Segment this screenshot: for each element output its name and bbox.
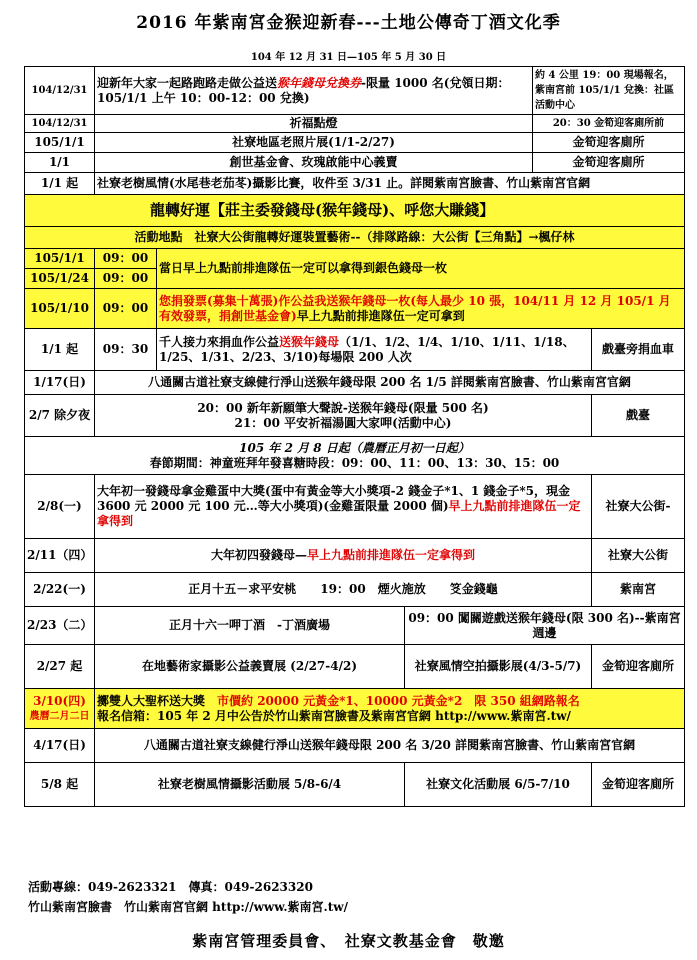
row-date: 1/17(日) [25,371,95,395]
table-row [25,763,685,807]
day16-text1: 正月十六一呷丁酒 -丁酒廣場 [95,607,405,645]
table-row [25,133,685,153]
date-range: 104 年 12 月 31 日—105 年 5 月 30 日 [250,52,447,63]
organizer-signature: 紫南宮管理委員會、 社寮文教基金會 敬邀 [192,932,505,950]
receipt-time: 09：00 [95,289,157,329]
row-location: 20：30 金筍迎客廁所前 [533,115,685,133]
row-location: 約 4 公里 19：00 現場報名，紫南宮前 105/1/1 兌換：社區活動中心 [533,67,685,115]
cup-text: 擲雙人大聖杯送大獎 市價約 20000 元黃金*1、10000 元黃金*2 限 350 組網路報名 報名信箱：105 年 2 月中公告於竹山紫南宮臉書及紫南宮官網 http://www.紫南宮.tw/ [95,689,685,729]
row-time: 09：30 [95,329,157,371]
contact-hotline: 活動專線：049-2623321 傳真：049-2623320 [28,880,313,894]
row-date: 2/27 起 [25,645,95,689]
row-date: 1/1 起 [25,329,95,371]
cup-date: 3/10(四) 農曆二月二日 [25,689,95,729]
table-row [25,645,685,689]
web-links: 竹山紫南宮臉書 竹山紫南宮官網 http://www.紫南宮.tw/ [28,900,348,914]
table-row [25,227,685,249]
table-row [25,607,685,645]
receipt-text: 您捐發票(募集十萬張)作公益我送猴年錢母一枚(每人最少 10 張，104/11 月 12 月 105/1 月有效發票，捐創世基金會)早上九點前排進隊伍一定可拿到 [157,289,685,329]
row-date: 2/8(一) [25,475,95,539]
row-location: 社寮大公街 [592,539,685,573]
slot-time: 09：00 [95,249,157,269]
row-date: 2/7 除夕夜 [25,395,95,437]
page-title: 2016 年紫南宮金猴迎新春---土地公傳奇丁酒文化季 [136,13,561,33]
day1-text: 大年初一發錢母拿金雞蛋中大獎(蛋中有黃金等大小獎項-2 錢金子*1、1 錢金子*5，現金 3600 元 2000 元 100 元…等大小獎項)(金雞蛋限量 2000 個)早上九點前排進隊伍一定拿得到 [95,475,592,539]
row-date: 2/11（四） [25,539,95,573]
slot-date: 105/1/24 [25,269,95,289]
table-row [25,195,685,227]
dragon-heading: 龍轉好運【莊主委發錢母(猴年錢母)、呼您大賺錢】 [25,195,685,227]
art-text2: 社寮風情空拍攝影展(4/3-5/7) [405,645,592,689]
table-row [25,371,685,395]
coupon-highlight: 猴年錢母兌換券 [277,75,362,90]
table-row [25,289,685,329]
spring-notice: 105 年 2 月 8 日起（農曆正月初一日起） 春節期間：神童班拜年發喜糖時段：09：00、11：00、13：30、15：00 [25,437,685,475]
day15-text: 正月十五－求平安桃 19：00 煙火施放 笅金錢龜 [95,573,592,607]
table-row [25,475,685,539]
table-row [25,115,685,133]
day4-text: 大年初四發錢母—早上九點前排進隊伍一定拿得到 [95,539,592,573]
table-row [25,729,685,763]
schedule-table [24,66,685,807]
table-row [25,689,685,729]
row-event: 迎新年大家一起路跑路走做公益送猴年錢母兌換券-限量 1000 名(兌領日期：105/1/1 上午 10：00-12：00 兌換) [95,67,533,115]
table-row [25,573,685,607]
row-event: 祈福點燈 [95,115,533,133]
table-row [25,329,685,371]
row-event: 社寮地區老照片展(1/1-2/27) [95,133,533,153]
row-location: 金筍迎客廁所 [592,763,685,807]
dragon-venue: 活動地點 社寮大公街龍轉好運裝置藝術--（排隊路線：大公街【三角點】→楓仔林 [25,227,685,249]
row-location: 社寮大公街- [592,475,685,539]
row-date: 105/1/1 [25,133,95,153]
slot-date: 105/1/1 [25,249,95,269]
row-event: 創世基金會、玫瑰啟能中心義賣 [95,153,533,173]
table-row [25,153,685,173]
art-text1: 在地藝術家攝影公益義賣展 (2/27-4/2) [95,645,405,689]
exhibit-text1: 社寮老樹風情攝影活動展 5/8-6/4 [95,763,405,807]
row-date: 104/12/31 [25,67,95,115]
row-event: 八通關古道社寮支線健行淨山送猴年錢母限 200 名 3/20 詳閱紫南宮臉書、竹山紫南宮官網 [95,729,685,763]
table-row [25,539,685,573]
row-location: 紫南宮 [592,573,685,607]
row-location: 金筍迎客廁所 [592,645,685,689]
table-row [25,437,685,475]
row-date: 1/1 起 [25,173,95,195]
table-row [25,395,685,437]
row-date: 104/12/31 [25,115,95,133]
table-row [25,173,685,195]
receipt-date: 105/1/10 [25,289,95,329]
table-row [25,249,685,269]
exhibit-text2: 社寮文化活動展 6/5-7/10 [405,763,592,807]
row-date: 1/1 [25,153,95,173]
row-location: 金筍迎客廁所 [533,153,685,173]
blood-text: 千人接力來捐血作公益送猴年錢母（1/1、1/2、1/4、1/10、1/11、1/18、1/25、1/31、2/23、3/10)每場限 200 人次 [157,329,592,371]
day16-text2: 09：00 闖關遊戲送猴年錢母(限 300 名)--紫南宮週邊 [405,607,685,645]
row-date: 4/17(日) [25,729,95,763]
row-date: 2/23（二） [25,607,95,645]
slots-note: 當日早上九點前排進隊伍一定可以拿得到銀色錢母一枚 [157,249,685,289]
row-location: 戲臺旁捐血車 [592,329,685,371]
row-event: 社寮老樹風情(水尾巷老茄苳)攝影比賽，收件至 3/31 止。詳閱紫南宮臉書、竹山紫南宮官網 [95,173,685,195]
row-location: 金筍迎客廁所 [533,133,685,153]
row-event: 八通關古道社寮支線健行淨山送猴年錢母限 200 名 1/5 詳閱紫南宮臉書、竹山紫南宮官網 [95,371,685,395]
eve-text: 20：00 新年新願筆大聲說-送猴年錢母(限量 500 名) 21：00 平安祈福湯圓大家呷(活動中心) [95,395,592,437]
row-date: 2/22(一) [25,573,95,607]
table-row [25,67,685,115]
slot-time: 09：00 [95,269,157,289]
row-location: 戲臺 [592,395,685,437]
row-date: 5/8 起 [25,763,95,807]
